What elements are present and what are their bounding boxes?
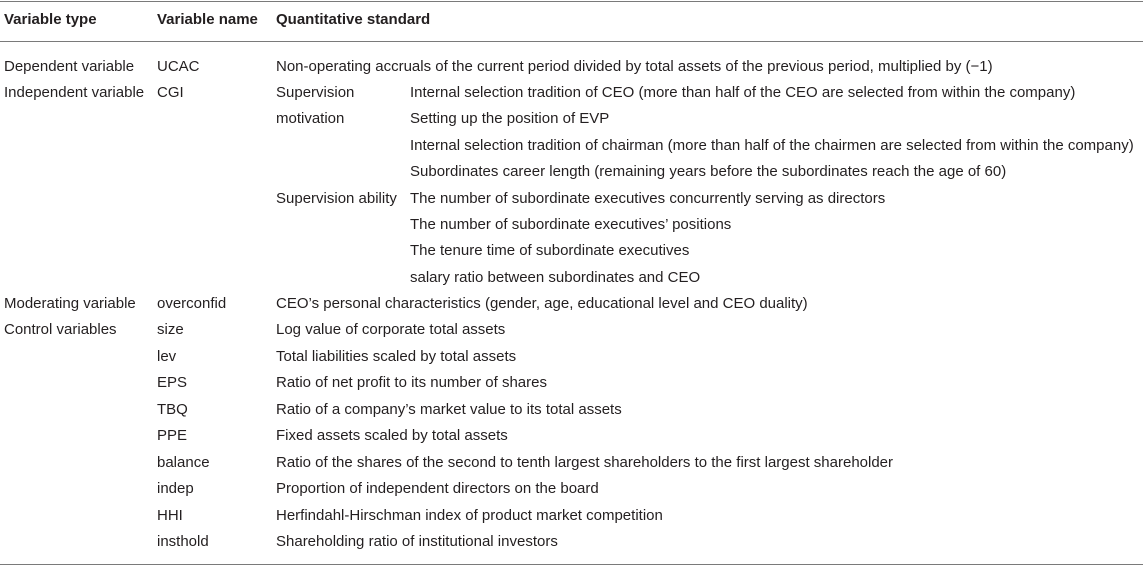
dependent-standard: Non-operating accruals of the current period divided by total assets of the previous period, multiplied by (−1) <box>276 58 993 75</box>
supervision-ability-label: Supervision ability <box>276 190 397 207</box>
motivation-item: Subordinates career length (remaining years before the subordinates reach the age of 60) <box>410 163 1007 180</box>
control-standard: Ratio of a company’s market value to its total assets <box>276 401 622 418</box>
control-standard: Shareholding ratio of institutional investors <box>276 533 558 550</box>
moderating-name: overconfid <box>157 295 227 312</box>
independent-type: Independent variable <box>4 84 145 101</box>
ability-item: The tenure time of subordinate executives <box>410 242 690 259</box>
control-name: indep <box>157 480 194 497</box>
control-standard: Ratio of the shares of the second to tenth largest shareholders to the first largest shareholder <box>276 454 894 471</box>
control-name: balance <box>157 454 210 471</box>
motivation-item: Setting up the position of EVP <box>410 110 610 127</box>
header-variable-type: Variable type <box>4 11 97 28</box>
control-standard: Total liabilities scaled by total assets <box>276 348 517 365</box>
control-standard: Ratio of net profit to its number of shares <box>276 374 547 391</box>
independent-name: CGI <box>157 84 184 101</box>
header-bottom-rule <box>0 41 1143 42</box>
ability-item: salary ratio between subordinates and CEO <box>410 269 701 286</box>
dependent-type: Dependent variable <box>4 58 135 75</box>
header-variable-name: Variable name <box>157 11 258 28</box>
control-name: lev <box>157 348 177 365</box>
moderating-standard: CEO’s personal characteristics (gender, age, educational level and CEO duality) <box>276 295 808 312</box>
control-type: Control variables <box>4 321 117 338</box>
control-name: size <box>157 321 184 338</box>
control-standard: Log value of corporate total assets <box>276 321 506 338</box>
control-name: insthold <box>157 533 209 550</box>
header-quantitative-standard: Quantitative standard <box>276 11 431 28</box>
moderating-type: Moderating variable <box>4 295 136 312</box>
supervision-motivation-label-1: Supervision <box>276 84 355 101</box>
ability-item: The number of subordinate executives concurrently serving as directors <box>410 190 886 207</box>
dependent-name: UCAC <box>157 58 200 75</box>
control-name: TBQ <box>157 401 188 418</box>
motivation-item: Internal selection tradition of CEO (more than half of the CEO are selected from within the company) <box>410 84 1076 101</box>
control-standard: Proportion of independent directors on the board <box>276 480 599 497</box>
control-standard: Fixed assets scaled by total assets <box>276 427 508 444</box>
control-standard: Herfindahl-Hirschman index of product market competition <box>276 507 663 524</box>
table-bottom-rule <box>0 564 1143 565</box>
table-top-rule <box>0 1 1143 2</box>
supervision-motivation-label-2: motivation <box>276 110 345 127</box>
control-name: PPE <box>157 427 188 444</box>
control-name: EPS <box>157 374 188 391</box>
control-name: HHI <box>157 507 183 524</box>
ability-item: The number of subordinate executives’ positions <box>410 216 732 233</box>
motivation-item: Internal selection tradition of chairman (more than half of the chairmen are selected from within the company) <box>410 137 1134 154</box>
